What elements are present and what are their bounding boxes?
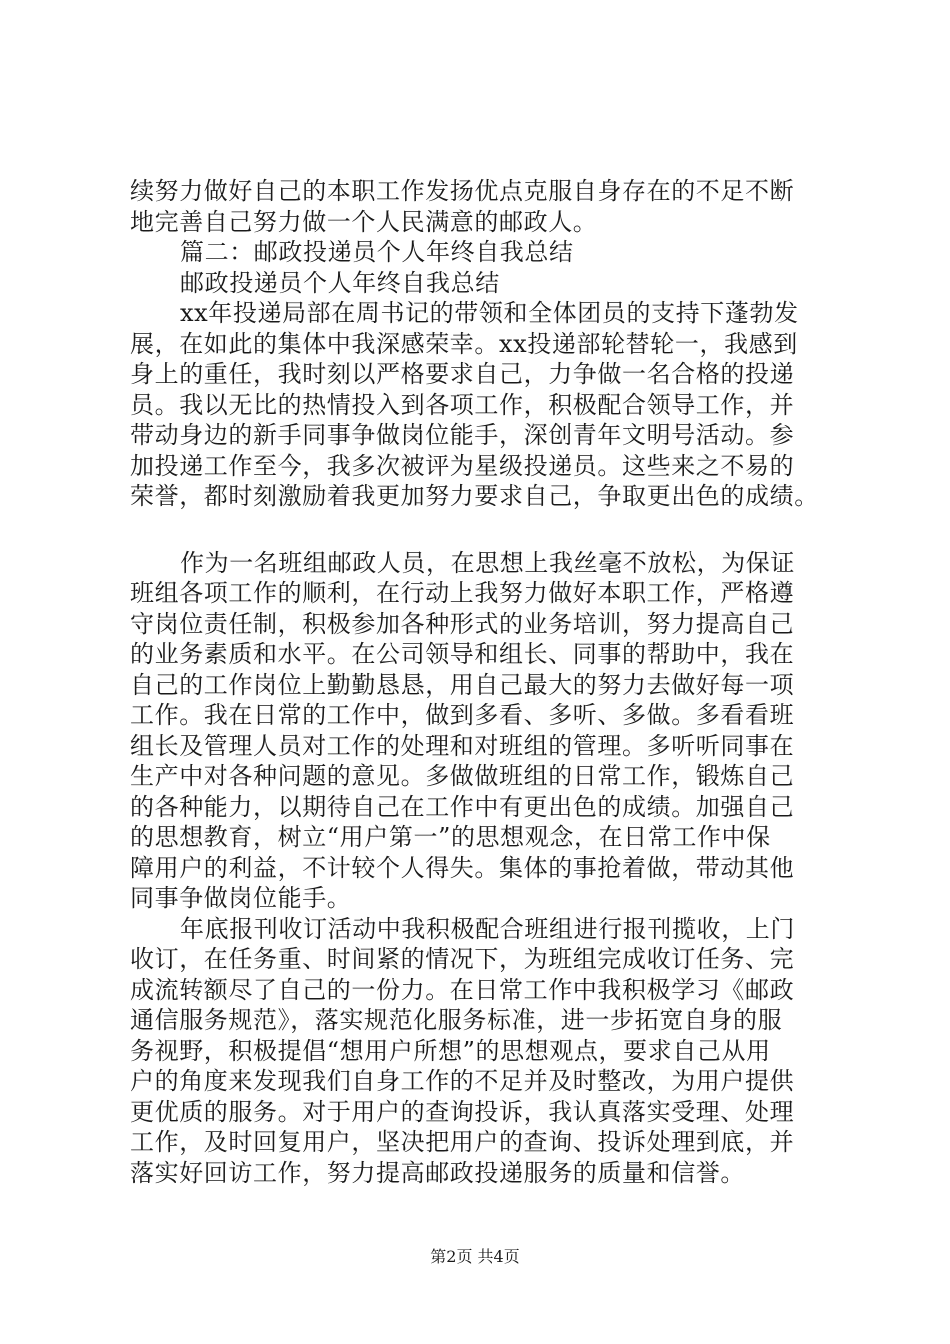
paragraph-spacer xyxy=(130,512,850,548)
text-line: 户的角度来发现我们自身工作的不足并及时整改，为用户提供 xyxy=(130,1067,795,1095)
text-line: 年底报刊收订活动中我积极配合班组进行报刊揽收，上门 xyxy=(180,914,795,943)
text-line: 续努力做好自己的本职工作发扬优点克服自身存在的不足不断 xyxy=(130,177,795,205)
paragraph-1 xyxy=(130,298,850,512)
text-line: 障用户的利益，不计较个人得失。集体的事抢着做，带动其他 xyxy=(130,853,795,882)
text-line: 守岗位责任制，积极参加各种形式的业务培训，努力提高自己 xyxy=(130,609,795,638)
text-line: 带动身边的新手同事争做岗位能手，深创青年文明号活动。参 xyxy=(130,421,795,449)
text-line: 展，在如此的集体中我深感荣幸。xx投递部轮替轮一，我感到 xyxy=(130,329,798,358)
text-line: 成流转额尽了自己的一份力。在日常工作中我积极学习《邮政 xyxy=(130,975,795,1004)
text-line: 落实好回访工作，努力提高邮政投递服务的质量和信誉。 xyxy=(130,1158,745,1187)
text-line: 地完善自己努力做一个人民满意的邮政人。 xyxy=(130,207,598,236)
text-line: 的各种能力，以期待自己在工作中有更出色的成绩。加强自己 xyxy=(130,792,795,821)
paragraph-2 xyxy=(130,548,850,914)
text-line: 同事争做岗位能手。 xyxy=(130,884,352,912)
section-heading: 篇二：邮政投递员个人年终自我总结 xyxy=(180,238,574,266)
article-title: 邮政投递员个人年终自我总结 xyxy=(180,268,500,297)
text-line: 身上的重任，我时刻以严格要求自己，力争做一名合格的投递 xyxy=(130,360,795,388)
text-line: 工作。我在日常的工作中，做到多看、多听、多做。多看看班 xyxy=(130,701,795,729)
text-line: 自己的工作岗位上勤勤恳恳，用自己最大的努力去做好每一项 xyxy=(130,670,795,699)
text-line: 收订，在任务重、时间紧的情况下，为班组完成收订任务、完 xyxy=(130,945,795,973)
text-line: 生产中对各种问题的意见。多做做班组的日常工作，锻炼自己 xyxy=(130,762,795,790)
page-number: 第2页 共4页 xyxy=(430,1247,520,1266)
document-body xyxy=(130,176,850,1188)
paragraph-3 xyxy=(130,914,850,1189)
text-line: 工作，及时回复用户，坚决把用户的查询、投诉处理到底，并 xyxy=(130,1128,795,1156)
text-line: 更优质的服务。对于用户的查询投诉，我认真落实受理、处理 xyxy=(130,1097,795,1126)
text-line: 的业务素质和水平。在公司领导和组长、同事的帮助中，我在 xyxy=(130,640,795,668)
text-line: 通信服务规范》，落实规范化服务标准，进一步拓宽自身的服 xyxy=(130,1006,783,1034)
text-line: 员。我以无比的热情投入到各项工作，积极配合领导工作，并 xyxy=(130,390,795,419)
continued-paragraph xyxy=(130,176,850,237)
text-line: 荣誉，都时刻激励着我更加努力要求自己，争取更出色的成绩。 xyxy=(130,482,819,510)
text-line: 作为一名班组邮政人员，在思想上我丝毫不放松，为保证 xyxy=(180,548,795,577)
text-line: 加投递工作至今，我多次被评为星级投递员。这些来之不易的 xyxy=(130,451,795,480)
text-line: 的思想教育，树立“用户第一”的思想观念，在日常工作中保 xyxy=(130,823,771,851)
text-line: 班组各项工作的顺利，在行动上我努力做好本职工作，严格遵 xyxy=(130,579,795,607)
text-line: 组长及管理人员对工作的处理和对班组的管理。多听听同事在 xyxy=(130,731,795,760)
text-line: xx年投递局部在周书记的带领和全体团员的支持下蓬勃发 xyxy=(180,299,799,327)
text-line: 务视野，积极提倡“想用户所想”的思想观点，要求自己从用 xyxy=(130,1036,771,1065)
